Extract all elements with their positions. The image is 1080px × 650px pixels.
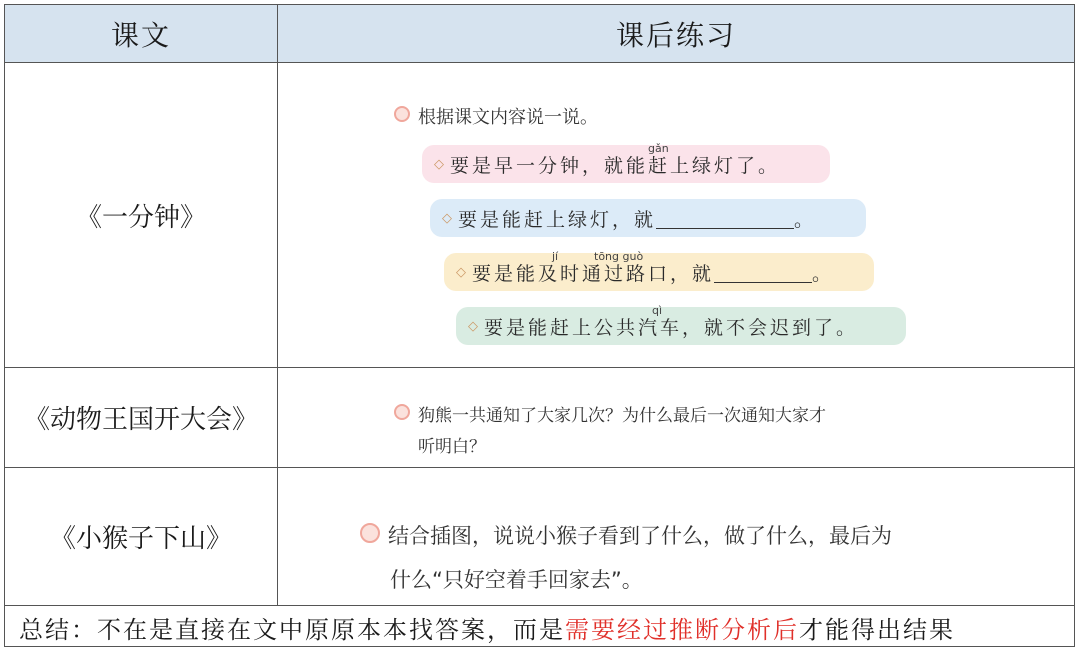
sentence-pill-1 bbox=[422, 142, 830, 183]
lesson-title: 《动物王国开大会》 bbox=[23, 405, 258, 435]
pinyin-qi: qì bbox=[652, 304, 663, 317]
sentence-pill-2 bbox=[430, 199, 866, 237]
diamond-icon: ◇ bbox=[468, 318, 478, 334]
table-row bbox=[5, 63, 1074, 368]
summary-prefix: 总结：不在是直接在文中原原本本找答案，而是 bbox=[19, 616, 565, 644]
sentence-text: 要是早一分钟，就能赶上绿灯了。 bbox=[450, 154, 781, 177]
question bbox=[394, 401, 826, 426]
diamond-icon: ◇ bbox=[456, 264, 466, 280]
summary-suffix: 才能得出结果 bbox=[799, 616, 955, 644]
answer-blank[interactable] bbox=[714, 262, 812, 283]
question-text-line1: 结合插图，说说小猴子看到了什么，做了什么，最后为 bbox=[388, 524, 892, 548]
question-continuation bbox=[418, 432, 486, 457]
question-badge-icon bbox=[394, 106, 410, 122]
question-text-line1: 狗熊一共通知了大家几次？为什么最后一次通知大家才 bbox=[418, 406, 826, 426]
diamond-icon: ◇ bbox=[442, 210, 452, 226]
question-badge-icon bbox=[394, 404, 410, 420]
diamond-icon: ◇ bbox=[434, 156, 444, 172]
answer-blank[interactable] bbox=[656, 208, 794, 229]
sentence-pill-4 bbox=[456, 304, 906, 345]
exercise-cell bbox=[278, 468, 1074, 605]
question bbox=[394, 103, 598, 129]
summary-row bbox=[5, 606, 1074, 648]
pinyin-ji: jí bbox=[552, 250, 559, 263]
question-text: 根据课文内容说一说。 bbox=[418, 107, 598, 128]
sentence-pill-3 bbox=[444, 250, 874, 291]
question-text-line2: 听明白？ bbox=[418, 437, 486, 457]
question-text-line2: 什么“只好空着手回家去”。 bbox=[390, 568, 643, 592]
exercise-cell bbox=[278, 63, 1074, 367]
question bbox=[360, 520, 892, 550]
sentence-end: 。 bbox=[812, 262, 835, 285]
pinyin-gan: gǎn bbox=[648, 142, 669, 155]
question-continuation bbox=[390, 564, 643, 594]
table-row bbox=[5, 468, 1074, 606]
header-exercise: 课后练习 bbox=[615, 18, 736, 52]
lesson-title: 《一分钟》 bbox=[75, 202, 206, 233]
table-row bbox=[5, 368, 1074, 468]
sentence-text: 要是能赶上绿灯，就 bbox=[458, 208, 657, 231]
summary-text bbox=[19, 610, 955, 645]
exercise-table bbox=[4, 4, 1075, 647]
question-badge-icon bbox=[360, 523, 380, 543]
exercise-cell bbox=[278, 368, 1074, 467]
pinyin-tongguo: tōng guò bbox=[594, 250, 644, 263]
header-lesson: 课文 bbox=[110, 18, 171, 52]
lesson-title: 《小猴子下山》 bbox=[49, 524, 232, 554]
sentence-end: 。 bbox=[794, 208, 817, 231]
sentence-text: 要是能及时通过路口，就 bbox=[472, 262, 715, 285]
table-header-row bbox=[5, 5, 1074, 63]
sentence-text: 要是能赶上公共汽车，就不会迟到了。 bbox=[484, 316, 859, 339]
column-divider bbox=[277, 5, 278, 606]
summary-highlight: 需要经过推断分析后 bbox=[565, 616, 799, 644]
